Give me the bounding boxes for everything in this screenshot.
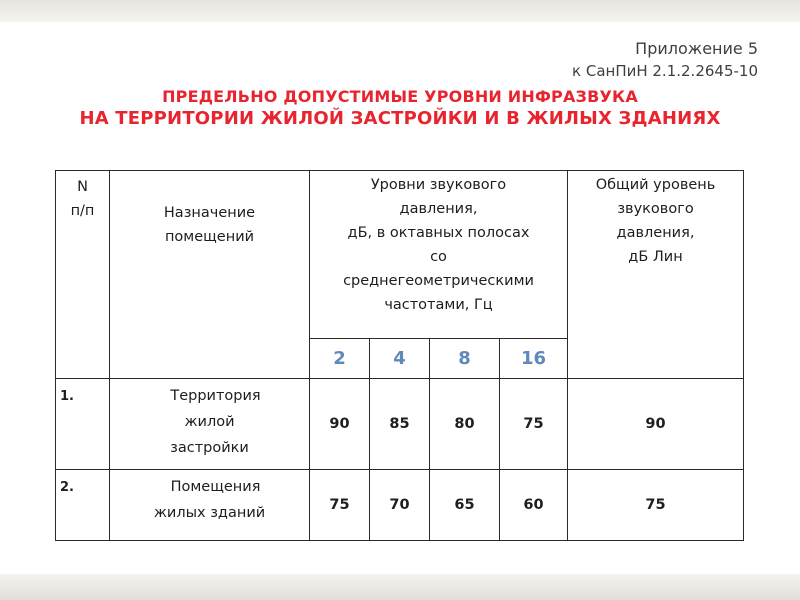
table-row (56, 379, 744, 470)
frequency-cell: 8 (430, 339, 500, 379)
header-levels-line: Уровни звукового (370, 177, 507, 193)
row-purpose-cell (110, 470, 310, 541)
table-row (56, 470, 744, 541)
header-total-line: Общий уровень (595, 177, 716, 193)
row-purpose-text: Территория (170, 388, 261, 404)
row-purpose-line (110, 383, 309, 409)
total-value-cell: 90 (568, 379, 744, 470)
header-num-line: п/п (70, 203, 95, 219)
header-levels-line: со (430, 249, 447, 265)
header-total-cell (568, 171, 744, 379)
value-cell: 65 (430, 470, 500, 541)
infrasound-norms-table (55, 170, 744, 541)
header-row (56, 171, 744, 339)
value-cell: 75 (310, 470, 370, 541)
frequency-cell: 16 (500, 339, 568, 379)
appendix-label: Приложение 5 (635, 39, 758, 58)
row-purpose-text: Помещения (170, 479, 261, 495)
value-cell: 60 (500, 470, 568, 541)
header-levels-line: давления, (399, 201, 478, 217)
row-purpose-line: жилой (184, 414, 235, 430)
value-cell: 90 (310, 379, 370, 470)
value-cell: 85 (370, 379, 430, 470)
header-purpose-line: помещений (164, 229, 255, 245)
row-number: 1. (56, 379, 110, 470)
header-total-line: дБ Лин (628, 249, 683, 265)
header-levels-cell (310, 171, 568, 339)
title-line-2: НА ТЕРРИТОРИИ ЖИЛОЙ ЗАСТРОЙКИ И В ЖИЛЫХ ЗДАНИЯХ (79, 108, 721, 129)
row-purpose-line (110, 474, 309, 500)
header-num-line: N (77, 179, 88, 195)
top-decor-band (0, 0, 800, 22)
sanpin-reference: к СанПиН 2.1.2.2645-10 (572, 62, 758, 80)
row-purpose-line: застройки (170, 440, 249, 456)
header-levels-line: частотами, Гц (384, 297, 493, 313)
value-cell: 75 (500, 379, 568, 470)
row-purpose-line: жилых зданий (153, 505, 266, 521)
header-purpose-cell (110, 171, 310, 379)
header-levels-line: среднегеометрическими (343, 273, 534, 289)
header-purpose-line: Назначение (163, 205, 256, 221)
header-total-line: звукового (617, 201, 694, 217)
title-line-1: ПРЕДЕЛЬНО ДОПУСТИМЫЕ УРОВНИ ИНФРАЗВУКА (162, 87, 638, 106)
bottom-decor-band (0, 574, 800, 600)
header-total-line: давления, (616, 225, 695, 241)
row-purpose-cell (110, 379, 310, 470)
total-value-cell: 75 (568, 470, 744, 541)
frequency-cell: 4 (370, 339, 430, 379)
frequency-cell: 2 (310, 339, 370, 379)
header-num-cell (56, 171, 110, 379)
value-cell: 80 (430, 379, 500, 470)
header-levels-line: дБ, в октавных полосах (347, 225, 530, 241)
value-cell: 70 (370, 470, 430, 541)
row-number: 2. (56, 470, 110, 541)
